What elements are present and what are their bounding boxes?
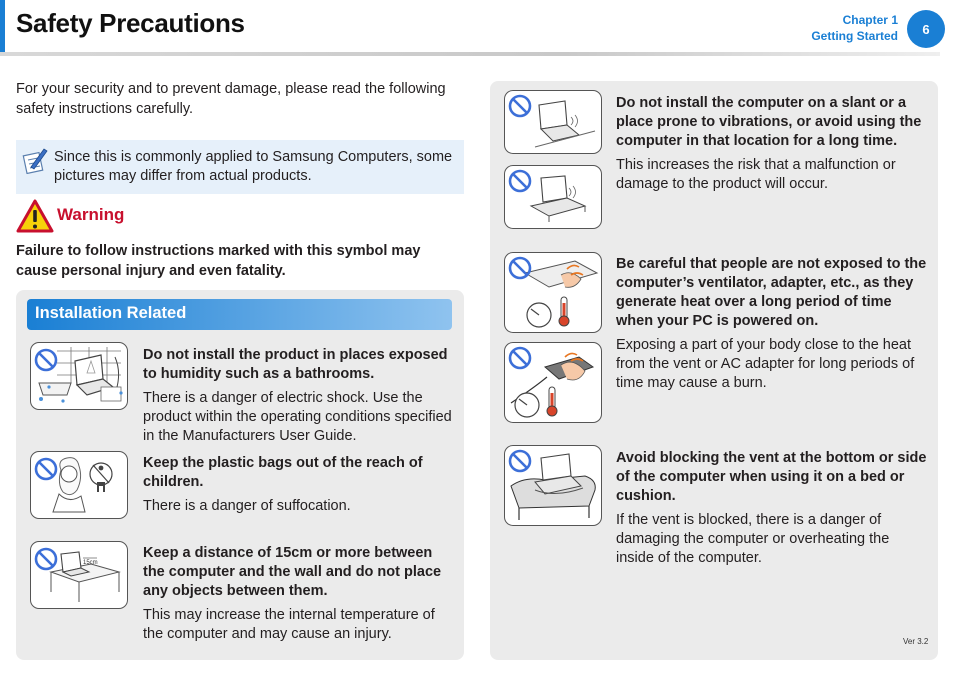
left-item-1-heading: Do not install the product in places exposed to humidity such as a bathrooms. (143, 347, 448, 382)
adapter-heat-hand-image (504, 342, 602, 423)
left-item-3-body: This may increase the internal temperature of the computer and may cause an injury. (143, 607, 435, 642)
title-accent-bar (0, 0, 5, 52)
left-item-1-body: There is a danger of electric shock. Use the product within the operating conditions specified in the Manufacturers User Guide. (143, 390, 452, 444)
version-label: Ver 3.2 (903, 637, 929, 646)
wall-distance-image (30, 541, 128, 609)
plastic-bag-child-image (30, 451, 128, 519)
intro-text: For your security and to prevent damage, please read the following safety instructions carefully. (16, 81, 446, 117)
bathroom-humidity-image (30, 342, 128, 410)
warning-triangle-icon (16, 199, 54, 238)
vent-heat-hand-image (504, 252, 602, 333)
right-item-2-body: Exposing a part of your body close to the heat from the vent or AC adapter for long periods of time may cause a burn. (616, 337, 915, 391)
page-number-badge: 6 (907, 10, 945, 48)
right-item-3-body: If the vent is blocked, there is a danger of damaging the computer or overheating the inside of the computer. (616, 512, 890, 566)
left-item-2-heading: Keep the plastic bags out of the reach of children. (143, 455, 423, 490)
section-title: Installation Related (35, 304, 187, 322)
chapter-label: Chapter 1 (842, 13, 898, 27)
warning-label: Warning (57, 205, 125, 224)
right-item-3-heading: Avoid blocking the vent at the bottom or side of the computer when using it on a bed or cushion. (616, 450, 927, 504)
bed-cushion-image (504, 445, 602, 526)
chapter-info (811, 12, 898, 44)
left-item-3-heading: Keep a distance of 15cm or more between the computer and the wall and do not place any objects between them. (143, 545, 442, 599)
note-pen-icon (22, 146, 48, 179)
chapter-name: Getting Started (811, 29, 898, 43)
vibration-place-image (504, 165, 602, 229)
right-item-1-heading: Do not install the computer on a slant or a place prone to vibrations, or avoid using the computer in that location for a long time. (616, 95, 922, 149)
header-rule (0, 52, 940, 56)
distance-label: 15cm (83, 560, 98, 566)
right-item-2-heading: Be careful that people are not exposed to the computer’s ventilator, adapter, etc., as they generate heat over a long period of time when your PC is powered on. (616, 256, 927, 329)
page-title: Safety Precautions (16, 8, 245, 38)
slant-surface-image (504, 90, 602, 154)
warning-text: Failure to follow instructions marked with this symbol may cause personal injury and even fatality. (16, 243, 421, 279)
note-text: Since this is commonly applied to Samsung Computers, some pictures may differ from actual products. (54, 149, 453, 184)
left-item-2-body: There is a danger of suffocation. (143, 498, 351, 514)
right-item-1-body: This increases the risk that a malfunction or damage to the product will occur. (616, 157, 896, 192)
